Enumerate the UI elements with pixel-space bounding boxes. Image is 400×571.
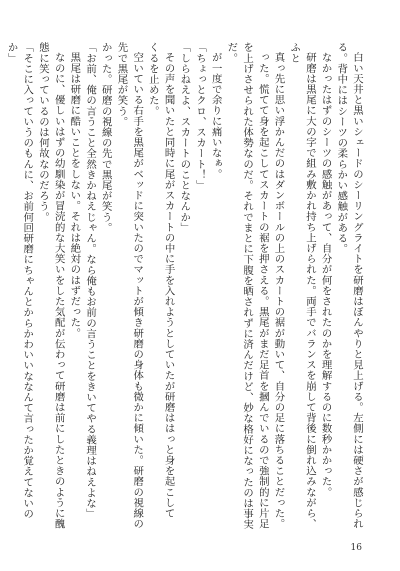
paragraph: 「しらねえよ、スカートのことなんか」 [178, 42, 191, 233]
page-number: 16 [350, 543, 362, 553]
paragraph: なかったはずのシーツの感触があって、自分が何をされたのかを理解するのに数秒かかった。 [319, 52, 332, 498]
paragraph: その声を聞いたと同時に尾がスカートの中に手を入れようとしていたが研磨ははっと身を起こして [162, 52, 175, 519]
paragraph: 黒尾は研磨に酷いことをしない。それは絶対のはずだった。 [68, 52, 81, 339]
paragraph: なのに、優しいはずの幼馴染が冒涜的な大笑いをした気配が伝わって研磨は前にしたときのように醜態に笑っているのは何故なのだろう。 [36, 42, 65, 530]
paragraph: 白い天井と黒いシェードのシーリングライトを研磨はぼんやりと見上げる。左側には硬さが感じられる。背中にはシーツの柔らかい感触がある。 [335, 42, 363, 530]
paragraph: 「ちょっとクロ、スカート！」 [193, 42, 206, 191]
paragraph: 「そこに入っていうのもんに、お前何回研磨にちゃんとからかわいいななんて言ったか覚えてないのか」 [5, 42, 34, 519]
vertical-text-body [5, 42, 364, 532]
paragraph: 真っ先に思い浮かんだのはダンボールの上のスカートの裾が動いて、自分の足に落ちることだった。 [272, 52, 285, 530]
paragraph: った。慌てて身を起こしてスカートの裾を押さえる。黒尾がまだ足首を摑んでいるので強制的に片足を上げさせられた体勢なのだ。それでまとに下腹を晒されずに済んだけど、妙な格好になったのは事実だ。 [225, 42, 269, 530]
paragraph: 「お前、俺の言うこと全然きかねえじゃん。なら俺もお前の言うことをきいてやる義理はねえよな」 [84, 42, 97, 519]
paragraph: が一度で余りに痛いなぁ。 [209, 52, 222, 180]
paragraph: 研磨は黒尾に大の字で組み敷かれ持ち上げられた。両手でバランスを崩して背後に倒れ込みながら、ふと [288, 42, 316, 530]
paragraph: くるを止めた。 [146, 42, 159, 117]
paragraph: 空いている右手を黒尾がベッドに突いたのでマットが傾き研磨の身体も微かに傾いた。研磨の視線の先で黒尾が笑う。 [115, 42, 144, 530]
paragraph: かった。研磨の視線の先で黒尾が笑う。 [99, 42, 112, 233]
